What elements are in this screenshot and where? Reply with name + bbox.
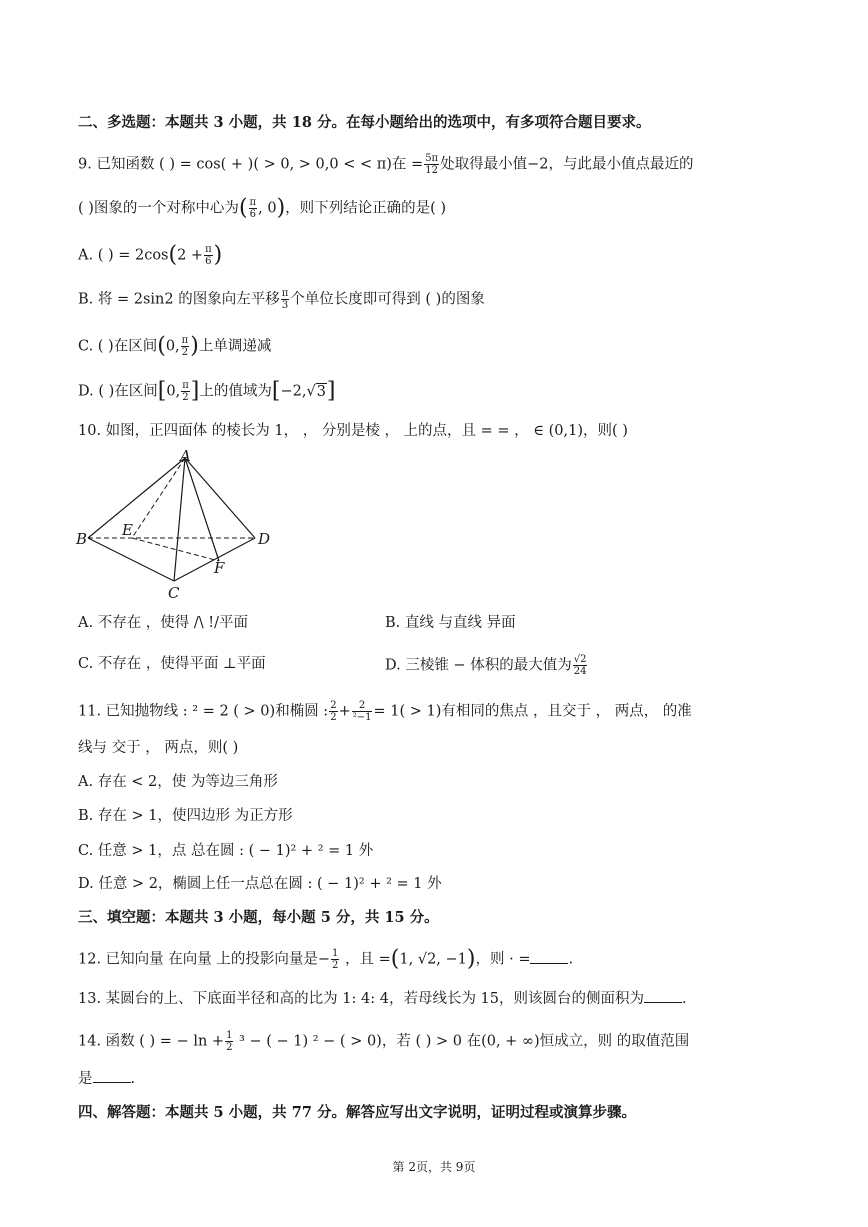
q9-c-paren-open: ( xyxy=(157,333,166,359)
q9-d-text2: 上的值域为 xyxy=(199,383,272,400)
q9-b-frac-num: π xyxy=(281,288,289,299)
q12-b: ，且 = xyxy=(340,951,391,968)
label-c: C xyxy=(168,584,180,602)
q12-paren-open: ( xyxy=(390,946,400,972)
q11-frac1 xyxy=(329,700,337,723)
label-a: A xyxy=(180,447,191,465)
label-e: E xyxy=(122,521,133,539)
q9-l2-c: ，则下列结论正确的是( ) xyxy=(285,200,447,217)
q11-line1 xyxy=(78,700,692,723)
q9-c-frac xyxy=(181,335,190,358)
q9-a-text: A. ( ) = 2cos xyxy=(78,247,169,264)
q9-d-range-open: [ xyxy=(271,378,281,404)
q9-l1-frac-num: 5π xyxy=(425,153,439,164)
q9-b-text2: 个单位长度即可得到 ( )的图象 xyxy=(290,291,485,308)
q10-option-c: C. 不存在 ，使得平面 ⊥平面 xyxy=(78,656,266,672)
q12-vector: 1, √2, −1 xyxy=(399,951,467,968)
q12-frac-num: 1 xyxy=(332,948,339,959)
q11-line2: 线与 交于 ， 两点，则( ) xyxy=(78,740,239,756)
q9-a-frac-num: π xyxy=(205,244,212,255)
section2-heading: 二、多选题：本题共 3 小题，共 18 分。在每小题给出的选项中，有多项符合题目要求。 xyxy=(78,114,651,131)
q11-plus: + xyxy=(338,703,351,720)
q11-option-a: A. 存在 < 2，使 为等边三角形 xyxy=(78,774,278,790)
q9-option-a xyxy=(78,244,222,267)
q9-d-frac-den: 2 xyxy=(182,392,189,403)
q9-line2 xyxy=(78,197,446,220)
q9-d-range-close: ] xyxy=(326,378,336,404)
q9-b-text: B. 将 = 2sin2 的图象向左平移 xyxy=(78,291,280,308)
q13-answer-blank[interactable] xyxy=(644,988,682,1003)
q11-frac1-den: 2 xyxy=(330,712,337,723)
q13 xyxy=(78,988,687,1009)
q10-option-b: B. 直线 与直线 异面 xyxy=(385,615,516,631)
page-footer: 第 2页，共 9页 xyxy=(392,1160,476,1174)
q12 xyxy=(78,948,573,971)
q9-d-frac xyxy=(181,380,190,403)
q9-line1 xyxy=(78,153,694,176)
q13-a: 13. 某圆台的上、下底面半径和高的比为 1: 4: 4，若母线长为 15，则该圆台的侧面积为 xyxy=(78,991,644,1007)
q9-a-paren-open: ( xyxy=(168,242,178,268)
q11-option-b: B. 存在 > 1，使四边形 为正方形 xyxy=(78,808,293,824)
segment-ae-hidden xyxy=(132,458,185,538)
q9-l1-frac-den: 12 xyxy=(425,165,439,176)
q11-frac2-num: 2 xyxy=(352,700,373,712)
label-d: D xyxy=(258,530,271,548)
section4-heading: 四、解答题：本题共 5 小题，共 77 分。解答应写出文字说明，证明过程或演算步骤。 xyxy=(78,1104,636,1121)
tetrahedron-figure xyxy=(72,446,282,602)
q11-option-d: D. 任意 > 2，椭圆上任一点总在圆 : ( − 1)² + ² = 1 外 xyxy=(78,876,442,892)
q9-l1-frac xyxy=(424,153,439,176)
q10-d-frac xyxy=(573,654,588,677)
q9-c-frac-den: 2 xyxy=(181,347,189,358)
edge-ad xyxy=(185,458,255,538)
edge-ab xyxy=(88,458,185,538)
q9-l2-a: ( )图象的一个对称中心为 xyxy=(78,200,239,217)
q9-d-frac-num: π xyxy=(182,380,189,391)
q14-line2 xyxy=(78,1068,135,1089)
q10-stem: 10. 如图，正四面体 的棱长为 1， ， 分别是棱 ， 上的点，且 = = ， ∈ (0,1)，则( ) xyxy=(78,423,628,439)
q9-c-text2: 上单调递减 xyxy=(198,338,272,355)
q11-option-c: C. 任意 > 1，点 总在圆 : ( − 1)² + ² = 1 外 xyxy=(78,843,374,859)
q10-option-d xyxy=(385,654,588,677)
q14-a: 14. 函数 ( ) = − ln + xyxy=(78,1033,225,1050)
q10-option-a: A. 不存在 ，使得 /\ !/平面 xyxy=(78,615,248,631)
q14-l2-a: 是 xyxy=(78,1071,93,1087)
q9-d-bracket-close: ] xyxy=(190,378,200,404)
section3-heading: 三、填空题：本题共 3 小题，每小题 5 分，共 15 分。 xyxy=(78,909,439,926)
q9-a-paren-close: ) xyxy=(213,242,223,268)
label-f: F xyxy=(214,559,225,577)
q11-frac2 xyxy=(352,700,373,723)
q9-a-frac xyxy=(204,244,213,267)
q14-answer-blank[interactable] xyxy=(93,1068,131,1083)
q14-frac-num: 1 xyxy=(226,1030,233,1041)
q10-d-frac-num: √2 xyxy=(573,654,587,665)
q14-l2-b: . xyxy=(130,1071,136,1087)
edge-ac xyxy=(174,458,185,581)
q9-l2-frac xyxy=(249,197,258,220)
q11-l1-b: = 1( > 1)有相同的焦点 ，且交于 ， 两点， 的准 xyxy=(373,703,692,720)
q9-option-c xyxy=(78,335,271,358)
q9-l2-paren-open: ( xyxy=(238,195,248,221)
q9-d-bracket-open: [ xyxy=(157,378,167,404)
q9-l1-b: 处取得最小值−2，与此最小值点最近的 xyxy=(440,156,694,173)
q14-line1 xyxy=(78,1030,689,1053)
q12-frac-den: 2 xyxy=(332,960,339,971)
q9-option-d: D. ( )在区间[0, $\frac{\pi}{2}$ ]上的值域为[−2,√3] xyxy=(78,378,336,404)
q9-a-inner: 2 + xyxy=(177,247,204,264)
q9-c-frac-num: π xyxy=(181,335,189,346)
q12-e: . xyxy=(568,951,574,968)
q9-c-text: C. ( )在区间 xyxy=(78,338,158,355)
q9-option-b xyxy=(78,288,485,311)
q11-frac2-den: ²−1 xyxy=(352,712,372,723)
q9-b-frac-den: 3 xyxy=(281,300,289,311)
q9-c-paren-close: ) xyxy=(190,333,199,359)
q9-l2-paren-close: ) xyxy=(276,195,286,221)
q9-l2-b: , 0 xyxy=(258,200,277,217)
q9-a-frac-den: 6 xyxy=(205,256,212,267)
q14-frac xyxy=(225,1030,233,1053)
q12-answer-blank[interactable] xyxy=(530,949,568,964)
q12-a: 12. 已知向量 在向量 上的投影向量是− xyxy=(78,951,331,968)
label-b: B xyxy=(76,530,88,548)
segment-af xyxy=(185,458,219,561)
q12-d: ，则 · = xyxy=(475,951,531,968)
q11-frac1-num: 2 xyxy=(330,700,337,711)
q9-d-sqrt: 3 xyxy=(316,383,326,400)
q9-d-inner: 0, xyxy=(166,383,181,400)
q9-d-text: D. ( )在区间 xyxy=(78,383,158,400)
edge-bc xyxy=(88,538,174,581)
q10-d-text: D. 三棱锥 − 体积的最大值为 xyxy=(385,657,572,674)
q10-d-frac-den: 24 xyxy=(573,666,587,677)
q12-frac xyxy=(331,948,339,971)
q9-l1-a: 9. 已知函数 ( ) = cos( + )( > 0, > 0,0 < < π)在 = xyxy=(78,156,424,173)
q9-d-range: −2, xyxy=(280,383,307,400)
q13-b: . xyxy=(682,991,687,1007)
q9-c-inner: 0, xyxy=(165,338,180,355)
q9-l2-frac-num: π xyxy=(249,197,257,208)
q12-paren-close: ) xyxy=(466,946,476,972)
q9-b-frac xyxy=(281,288,290,311)
q9-l2-frac-den: 6 xyxy=(249,209,256,220)
q14-b: ³ − ( − 1) ² − ( > 0)，若 ( ) > 0 在(0, + ∞)恒成立，则 的取值范围 xyxy=(234,1033,690,1050)
q11-l1-a: 11. 已知抛物线 : ² = 2 ( > 0)和椭圆 : xyxy=(78,703,329,720)
q14-frac-den: 2 xyxy=(226,1042,233,1053)
